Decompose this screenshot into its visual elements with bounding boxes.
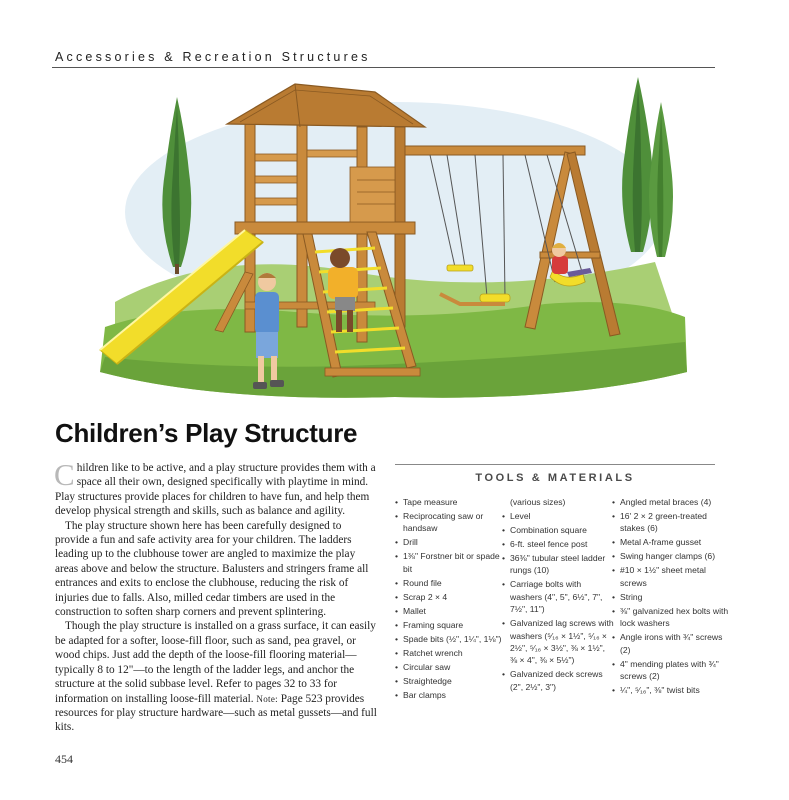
tools-column-3 — [612, 496, 730, 698]
tool-item: • Angle irons with ¾" screws (2) — [612, 631, 730, 656]
tool-item: • Circular saw — [395, 661, 505, 673]
tool-item: • #10 × 1½" sheet metal screws — [612, 564, 730, 589]
tool-item: • Tape measure — [395, 496, 505, 508]
tool-item: • Carriage bolts with washers (4", 5", 6½", 7", 7½", 11") — [502, 578, 614, 615]
drop-cap: C — [54, 457, 75, 492]
tool-item: • Combination square — [502, 524, 614, 536]
intro-paragraph-text: hildren like to be active, and a play structure provides them with a space all their own, designed specifically with playtime in mind. Play structures provide places for children to have fun, and help them develop physical strength and skills, such as balance and agility. — [55, 462, 376, 518]
surface-paragraph — [55, 619, 377, 734]
tool-item: • Galvanized deck screws (2", 2½", 3") — [502, 668, 614, 693]
tool-item: • Scrap 2 × 4 — [395, 591, 505, 603]
tool-item: • 36⅜" tubular steel ladder rungs (10) — [502, 552, 614, 577]
tool-item: • Bar clamps — [395, 689, 505, 701]
intro-paragraph — [54, 457, 377, 519]
tool-item: • ⅜" galvanized hex bolts with lock washers — [612, 605, 730, 630]
cypress-tree-right-1 — [622, 77, 653, 252]
tool-item: • Mallet — [395, 605, 505, 617]
surface-paragraph-note-text: Page 523 provides resources for play structure hardware—such as metal gussets—and full kits. — [55, 692, 377, 734]
tool-item: • 16' 2 × 2 green-treated stakes (6) — [612, 510, 730, 535]
swing-seat — [447, 265, 473, 271]
tool-item: • Angled metal braces (4) — [612, 496, 730, 508]
header-rule — [52, 67, 715, 68]
tool-item: • ¼", ⁵⁄₁₆", ⅜" twist bits — [612, 684, 730, 696]
design-paragraph: The play structure shown here has been carefully designed to provide a fun and safe activity area for your children. The ladders leading up to the clubhouse tower are angled to maximize the play areas above and below the structure. Balusters and stringers frame all entrances and exits to enclose the clubhouse, reducing the risk of injuries due to falls. Also, milled cedar timbers are used in the construction to soften sharp corners and prevent splintering. — [55, 519, 369, 619]
tool-item: • Ratchet wrench — [395, 647, 505, 659]
tool-item: • 4" mending plates with ¾" screws (2) — [612, 658, 730, 683]
page-number: 454 — [55, 752, 73, 766]
tool-item: • Metal A-frame gusset — [612, 536, 730, 548]
tools-column-2 — [502, 496, 614, 695]
surface-paragraph-text: Though the play structure is installed on a grass surface, it can easily be adapted for a softer, loose-fill floor, such as sand, pea gravel, or wood chips. Just add the depth of the loose-fill flooring material—typically 8 to 12"—to the length of the ladder legs, and anchor the structure at the solid subbase level. Refer to pages 32 to 33 for information on installing loose-fill material. — [55, 620, 376, 705]
glider-seat — [480, 294, 510, 302]
tool-item: • String — [612, 591, 730, 603]
page-title: Children’s Play Structure — [55, 418, 358, 448]
tool-item: • Spade bits (½", 1¼", 1⅛") — [395, 633, 505, 645]
tool-item: • Level — [502, 510, 614, 522]
cypress-tree-right-2 — [649, 102, 673, 257]
tool-item: • 6-ft. steel fence post — [502, 538, 614, 550]
tool-item: • Straightedge — [395, 675, 505, 687]
tools-column-1 — [395, 496, 505, 703]
tool-item: • Round file — [395, 577, 505, 589]
tool-item: (various sizes) — [510, 497, 566, 507]
tool-item: • Framing square — [395, 619, 505, 631]
tool-item: • Reciprocating saw or handsaw — [395, 510, 505, 535]
body-text — [54, 457, 377, 735]
tools-materials-heading: TOOLS & MATERIALS — [475, 472, 635, 484]
tools-rule — [395, 464, 715, 465]
running-head: Accessories & Recreation Structures — [55, 50, 371, 64]
play-structure-illustration — [95, 72, 695, 412]
tool-item: • Swing hanger clamps (6) — [612, 550, 730, 562]
tool-item: • 1⅜" Forstner bit or spade bit — [395, 550, 505, 575]
tool-item: • Galvanized lag screws with washers (⁵⁄₁₆ × 1½", ⁵⁄₁₆ × 2½", ⁵⁄₁₆ × 3½", ⅜ × 1½", ⅜ × 4", ⅜ × 5½") — [502, 617, 614, 667]
note-label: Note: — [256, 693, 278, 704]
tool-item: • Drill — [395, 536, 505, 548]
